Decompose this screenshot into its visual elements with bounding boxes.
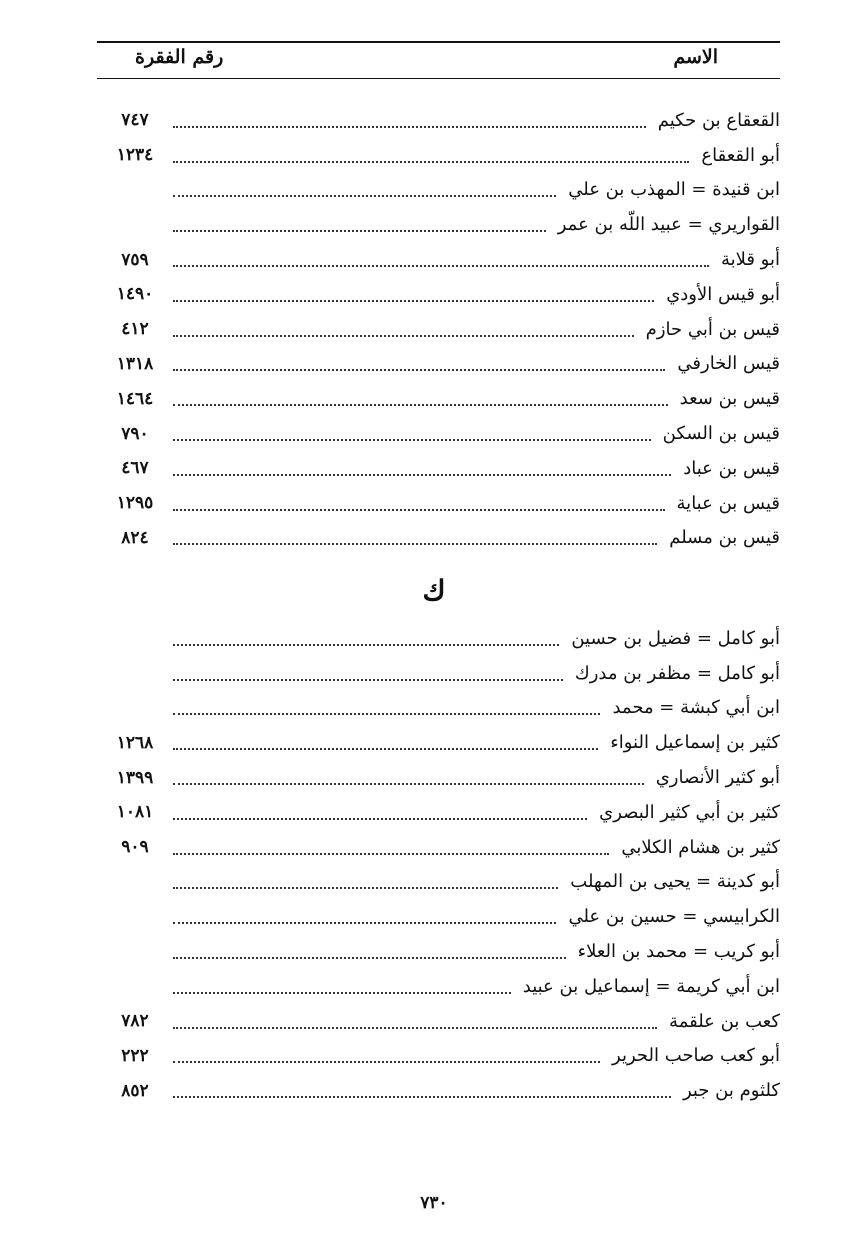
- index-entry: [97, 899, 780, 934]
- entry-name: أبو كريب = محمد بن العلاء: [577, 941, 780, 963]
- entry-name: كثير بن هشام الكلابي: [621, 836, 780, 858]
- dot-leader: [173, 334, 634, 337]
- number-column-heading: رقم الفقرة: [135, 46, 224, 68]
- entry-name: أبو كثير الأنصاري: [655, 767, 780, 789]
- entry-paragraph-number: ٢٢٢: [121, 1045, 149, 1066]
- index-list-before: [97, 103, 780, 555]
- dot-leader: [173, 886, 558, 889]
- index-entry: [97, 1004, 780, 1039]
- dot-leader: [173, 473, 671, 476]
- entry-name: قيس بن أبي حازم: [645, 318, 780, 340]
- index-entry: [97, 621, 780, 656]
- dot-leader: [173, 712, 600, 715]
- dot-leader: [173, 403, 668, 406]
- index-entry: [97, 347, 780, 382]
- dot-leader: [173, 229, 546, 232]
- entry-paragraph-number: ١٢٣٤: [116, 145, 154, 166]
- dot-leader: [173, 1095, 671, 1098]
- entry-name: قيس بن عباد: [683, 457, 780, 479]
- dot-leader: [173, 956, 566, 959]
- entry-name: قيس بن سعد: [679, 388, 780, 410]
- dot-leader: [173, 991, 511, 994]
- index-entry: [97, 138, 780, 173]
- entry-paragraph-number: ١٣٩٩: [116, 767, 154, 788]
- entry-paragraph-number: ٧٩٠: [121, 423, 149, 444]
- entry-name: كثير بن أبي كثير البصري: [599, 801, 780, 823]
- entry-name: قيس الخارفي: [677, 353, 780, 375]
- entry-paragraph-number: ٨٢٤: [121, 527, 149, 548]
- dot-leader: [173, 921, 556, 924]
- entry-paragraph-number: ١٢٦٨: [116, 732, 154, 753]
- entry-paragraph-number: ١٣١٨: [116, 353, 154, 374]
- dot-leader: [173, 747, 598, 750]
- page-number: ٧٣٠: [420, 1193, 448, 1213]
- entry-paragraph-number: ١٤٩٠: [116, 284, 154, 305]
- header-rule: [97, 78, 780, 79]
- entry-paragraph-number: ٧٤٧: [121, 110, 149, 131]
- index-list-after: [97, 621, 780, 1108]
- index-entry: [97, 451, 780, 486]
- entry-name: ابن أبي كبشة = محمد: [612, 697, 780, 719]
- entry-paragraph-number: ٧٥٩: [121, 249, 149, 270]
- dot-leader: [173, 782, 644, 785]
- index-entry: [97, 795, 780, 830]
- dot-leader: [173, 194, 556, 197]
- index-entry: [97, 486, 780, 521]
- index-entry: [97, 691, 780, 726]
- dot-leader: [173, 1026, 657, 1029]
- entry-paragraph-number: ٤١٢: [121, 319, 149, 340]
- dot-leader: [173, 125, 646, 128]
- index-entry: [97, 207, 780, 242]
- top-rule: [97, 41, 780, 43]
- dot-leader: [173, 264, 709, 267]
- dot-leader: [173, 1060, 600, 1063]
- index-entry: [97, 103, 780, 138]
- index-entry: [97, 1039, 780, 1074]
- entry-paragraph-number: ١٢٩٥: [116, 493, 154, 514]
- index-entry: [97, 1073, 780, 1108]
- dot-leader: [173, 817, 587, 820]
- dot-leader: [173, 852, 609, 855]
- entry-name: أبو قيس الأودي: [666, 283, 780, 305]
- entry-name: أبو كدينة = يحيى بن المهلب: [570, 871, 780, 893]
- index-entry: [97, 277, 780, 312]
- index-entry: [97, 969, 780, 1004]
- entry-name: أبو كامل = فضيل بن حسين: [571, 627, 780, 649]
- index-entry: [97, 760, 780, 795]
- index-entry: [97, 656, 780, 691]
- index-entry: [97, 381, 780, 416]
- index-entry: [97, 312, 780, 347]
- entry-name: كلثوم بن جبر: [682, 1080, 780, 1102]
- entry-name: قيس بن السكن: [662, 423, 780, 445]
- column-header: [97, 44, 780, 76]
- dot-leader: [173, 299, 654, 302]
- index-entry: [97, 725, 780, 760]
- index-entry: [97, 830, 780, 865]
- entry-name: قيس بن مسلم: [669, 527, 780, 549]
- index-entry: [97, 173, 780, 208]
- dot-leader: [173, 542, 657, 545]
- dot-leader: [173, 438, 651, 441]
- entry-paragraph-number: ١٤٦٤: [116, 388, 154, 409]
- index-entry: [97, 865, 780, 900]
- entry-name: الكرابيسي = حسين بن علي: [568, 906, 780, 928]
- entry-name: قيس بن عباية: [676, 492, 780, 514]
- index-entry: [97, 521, 780, 556]
- entry-name: ابن أبي كريمة = إسماعيل بن عبيد: [522, 975, 780, 997]
- entry-paragraph-number: ٤٦٧: [121, 458, 149, 479]
- entry-name: كعب بن علقمة: [669, 1010, 780, 1032]
- section-letter: ك: [422, 574, 446, 607]
- entry-paragraph-number: ٨٥٢: [121, 1080, 149, 1101]
- entry-name: القواريري = عبيد اللّه بن عمر: [557, 214, 780, 236]
- index-entry: [97, 416, 780, 451]
- name-column-heading: الاسم: [673, 46, 718, 68]
- entry-name: أبو كامل = مظفر بن مدرك: [574, 662, 780, 684]
- entry-name: أبو القعقاع: [701, 144, 780, 166]
- entry-name: القعقاع بن حكيم: [657, 109, 780, 131]
- entry-name: كثير بن إسماعيل النواء: [610, 732, 780, 754]
- entry-paragraph-number: ٧٨٢: [121, 1011, 149, 1032]
- entry-name: أبو قلابة: [720, 249, 780, 271]
- dot-leader: [173, 643, 559, 646]
- entry-name: أبو كعب صاحب الحرير: [612, 1045, 780, 1067]
- dot-leader: [173, 160, 689, 163]
- entry-name: ابن قنيدة = المهذب بن علي: [568, 179, 780, 201]
- dot-leader: [173, 678, 563, 681]
- dot-leader: [173, 368, 665, 371]
- index-entry: [97, 934, 780, 969]
- entry-paragraph-number: ٩٠٩: [121, 837, 149, 858]
- dot-leader: [173, 508, 665, 511]
- entry-paragraph-number: ١٠٨١: [116, 802, 154, 823]
- index-entry: [97, 242, 780, 277]
